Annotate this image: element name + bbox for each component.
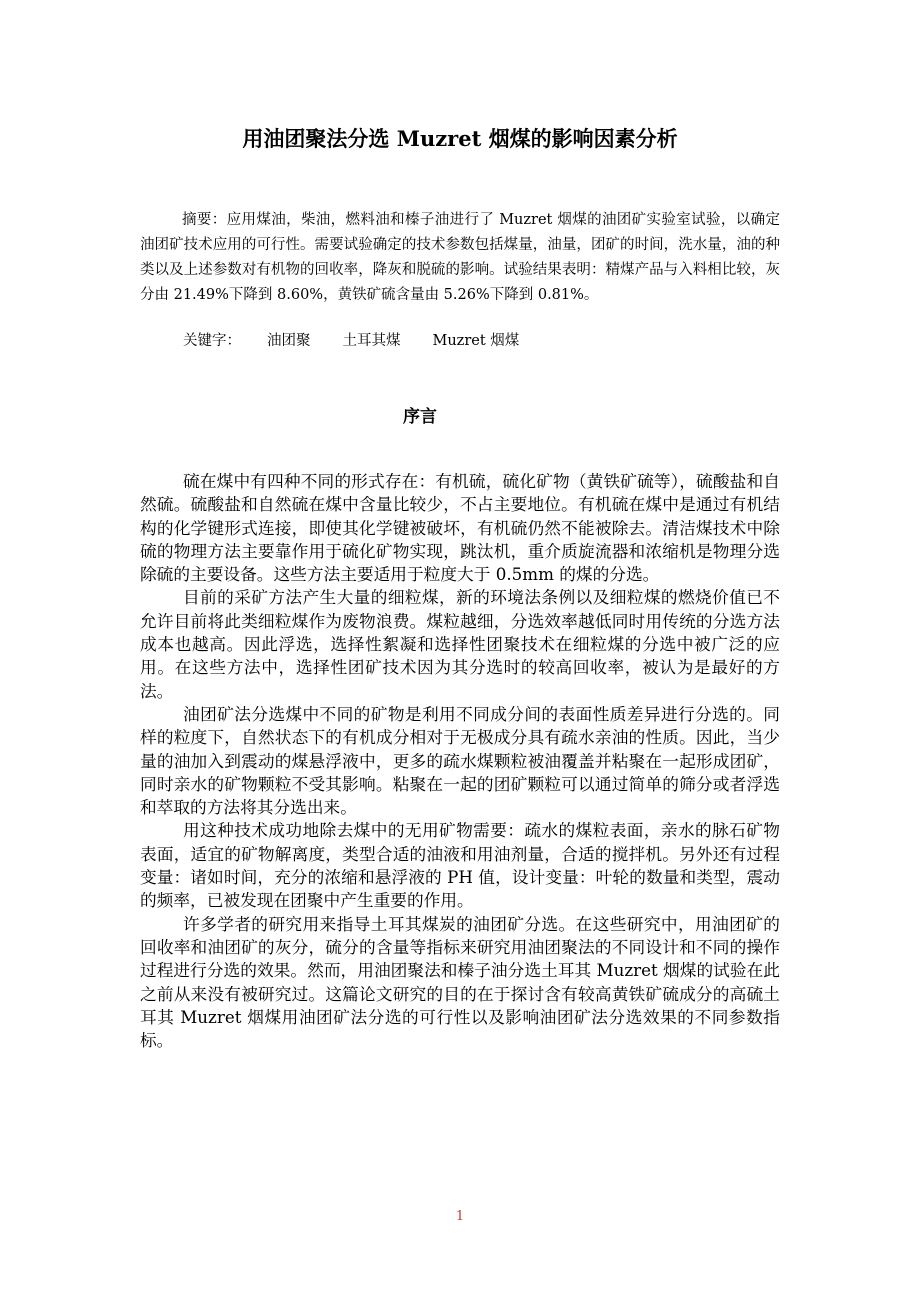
body-text — [140, 470, 780, 1052]
keyword-item: 土耳其煤 — [342, 333, 401, 349]
section-heading: 序言 — [403, 407, 437, 427]
abstract-text: 摘要：应用煤油，柴油，燃料油和榛子油进行了 Muzret 烟煤的油团矿实验室试验，以确定油团矿技术应用的可行性。需要试验确定的技术参数包括煤量，油量，团矿的时间，洗水量，油的种类以及上述参数对有机物的回收率，降灰和脱硫的影响。试验结果表明：精煤产品与入料相比较，灰分由 21.49%下降到 8.60%，黄铁矿硫含量由 5.26%下降到 0.81%。 — [140, 212, 780, 303]
keyword-item: 油团聚 — [267, 333, 311, 349]
body-paragraph: 用这种技术成功地除去煤中的无用矿物需要：疏水的煤粒表面，亲水的脉石矿物表面，适宜的矿物解离度，类型合适的油液和用油剂量，合适的搅拌机。另外还有过程变量：诸如时间，充分的浓缩和悬浮液的 PH 值，设计变量：叶轮的数量和类型，震动的频率，已被发现在团聚中产生重要的作用。 — [140, 820, 780, 911]
page-number: 1 — [455, 1209, 465, 1224]
body-paragraph: 油团矿法分选煤中不同的矿物是利用不同成分间的表面性质差异进行分选的。同样的粒度下，自然状态下的有机成分相对于无极成分具有疏水亲油的性质。因此，当少量的油加入到震动的煤悬浮液中，更多的疏水煤颗粒被油覆盖并粘聚在一起形成团矿，同时亲水的矿物颗粒不受其影响。粘聚在一起的团矿颗粒可以通过简单的筛分或者浮选和萃取的方法将其分选出来。 — [140, 703, 780, 818]
document-title: 用油团聚法分选 Muzret 烟煤的影响因素分析 — [242, 126, 678, 151]
body-paragraph: 许多学者的研究用来指导土耳其煤炭的油团矿分选。在这些研究中，用油团矿的回收率和油团矿的灰分，硫分的含量等指标来研究用油团聚法的不同设计和不同的操作过程进行分选的效果。然而，用油团聚法和榛子油分选土耳其 Muzret 烟煤的试验在此之前从来没有被研究过。这篇论文研究的目的在于探讨含有较高黄铁矿硫成分的高硫土耳其 Muzret 烟煤用油团矿法分选的可行性以及影响油团矿法分选效果的不同参数指标。 — [140, 913, 780, 1051]
body-paragraph: 硫在煤中有四种不同的形式存在：有机硫，硫化矿物（黄铁矿硫等），硫酸盐和自然硫。硫酸盐和自然硫在煤中含量比较少，不占主要地位。有机硫在煤中是通过有机结构的化学键形式连接，即使其化学键被破坏，有机硫仍然不能被除去。清洁煤技术中除硫的物理方法主要靠作用于硫化矿物实现，跳汰机，重介质旋流器和浓缩机是物理分选除硫的主要设备。这些方法主要适用于粒度大于 0.5mm 的煤的分选。 — [140, 471, 780, 585]
keywords-line — [183, 330, 551, 352]
keywords-label: 关键字： — [183, 333, 241, 349]
keyword-item: Muzret 烟煤 — [432, 333, 520, 349]
body-paragraph: 目前的采矿方法产生大量的细粒煤，新的环境法条例以及细粒煤的燃烧价值已不允许目前将此类细粒煤作为废物浪费。煤粒越细，分选效率越低同时用传统的分选方法成本也越高。因此浮选，选择性絮凝和选择性团聚技术在细粒煤的分选中被广泛的应用。在这些方法中，选择性团矿技术因为其分选时的较高回收率，被认为是最好的方法。 — [140, 587, 780, 701]
